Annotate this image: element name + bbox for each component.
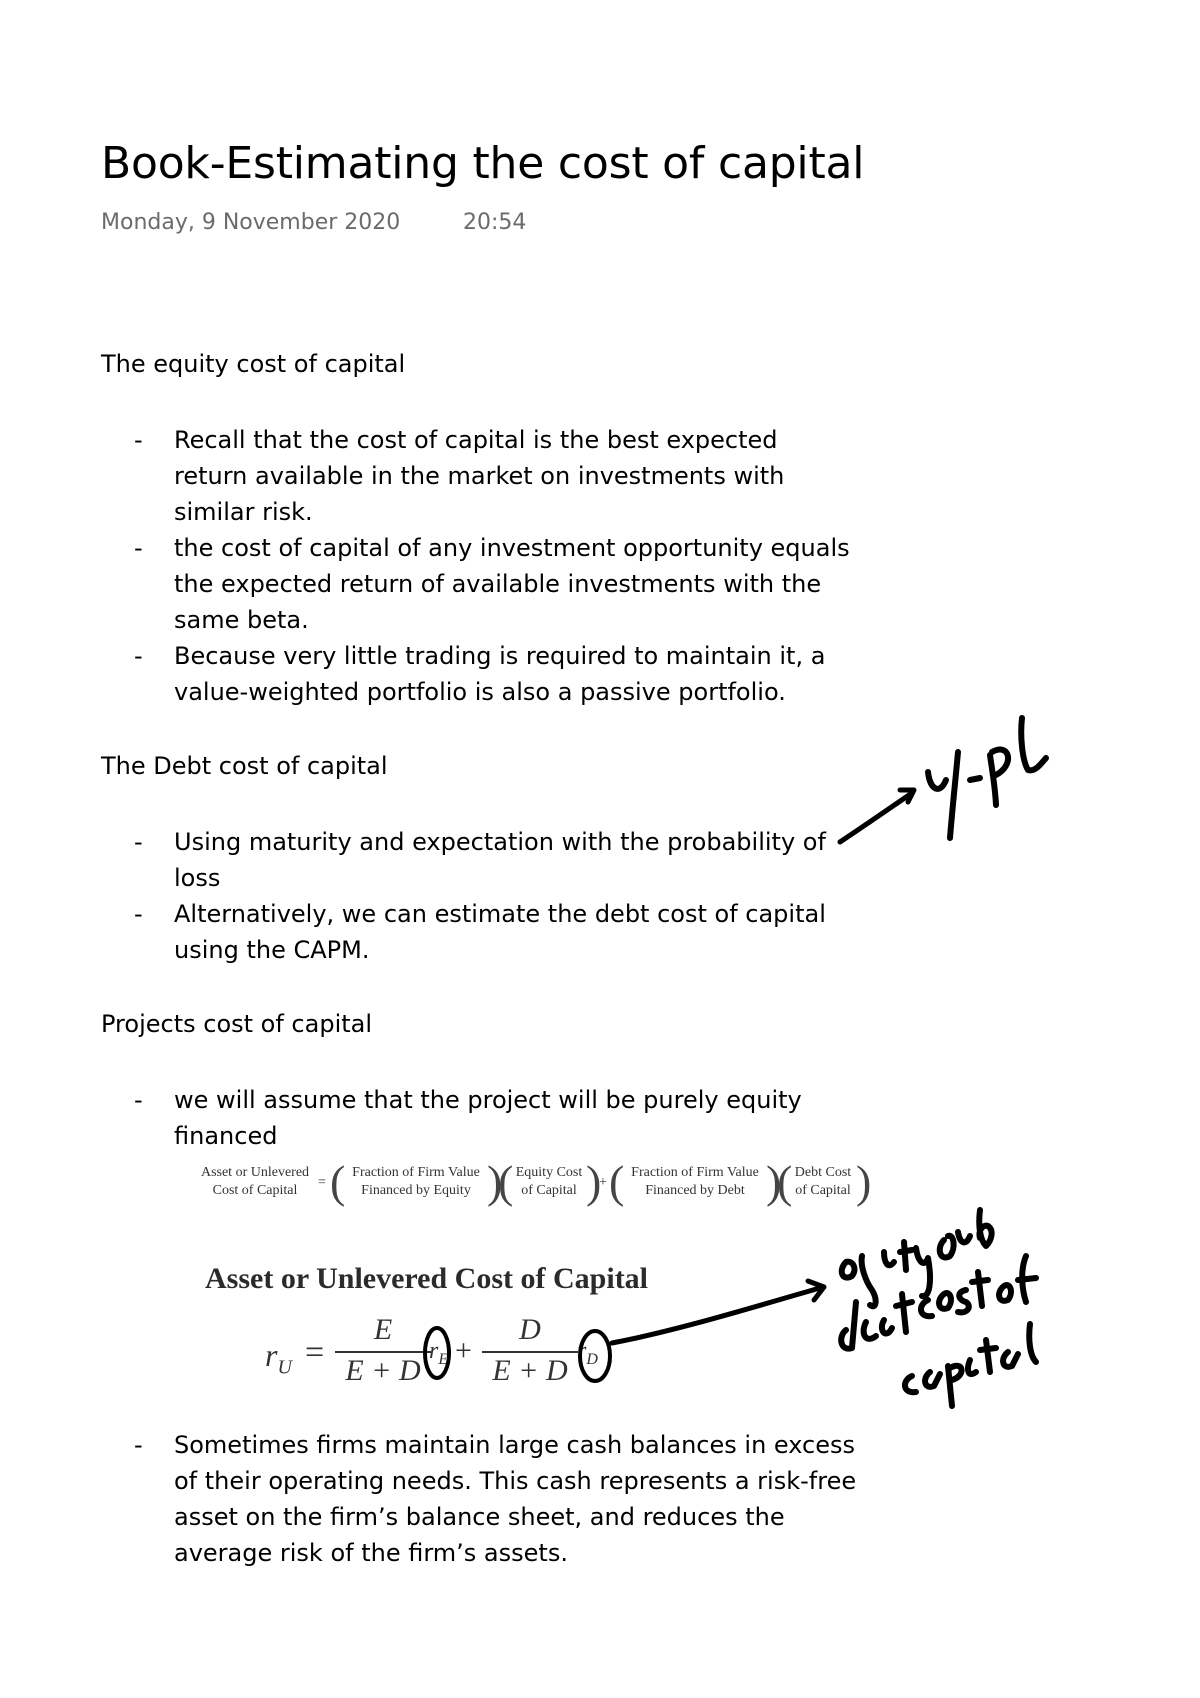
paren-close-icon: ) — [487, 1156, 503, 1207]
formula-big-equals: = — [305, 1334, 325, 1371]
ink-arrow-stroke — [840, 793, 912, 842]
formula-term4-line1: Debt Cost — [794, 1165, 852, 1180]
fraction-debt-numerator: D — [519, 1313, 541, 1346]
page-title: Book-Estimating the cost of capital — [101, 138, 865, 189]
ink-arrow-stroke — [612, 1288, 820, 1343]
ink-note-ypl — [928, 718, 1046, 838]
formula-term1-line1: Fraction of Firm Value — [352, 1165, 480, 1180]
list-item: - Alternatively, we can estimate the debt cost of capital using the CAPM. — [134, 896, 854, 968]
paren-open-icon: ( — [609, 1156, 625, 1207]
fraction-debt-denominator: E + D — [482, 1351, 578, 1389]
list-item: - Because very little trading is required to maintain it, a value-weighted portfolio is also a passive portfolio. — [134, 638, 854, 710]
formula-re-symbol: r — [429, 1338, 439, 1364]
paren-close-icon: ) — [586, 1156, 602, 1207]
formula-rd-sub: D — [586, 1350, 598, 1368]
formula-lhs-line1: Asset or Unlevered — [200, 1165, 310, 1180]
section-heading-debt: The Debt cost of capital — [101, 752, 388, 780]
formula-big-plus: + — [455, 1334, 472, 1367]
formula-term3-line2: Financed by Debt — [645, 1183, 745, 1198]
list-item: - the cost of capital of any investment opportunity equals the expected return of available investments with the same beta. — [134, 530, 854, 638]
formula-term3-line1: Fraction of Firm Value — [631, 1165, 759, 1180]
paren-close-icon: ) — [766, 1156, 782, 1207]
formula-term2-line2: of Capital — [521, 1183, 577, 1198]
paren-open-icon: ( — [777, 1156, 793, 1207]
formula-ru-symbol: r — [265, 1337, 278, 1373]
page-time: 20:54 — [463, 210, 527, 235]
fraction-equity-denominator: E + D — [335, 1351, 431, 1389]
page-date: Monday, 9 November 2020 — [101, 210, 401, 235]
section-heading-equity: The equity cost of capital — [101, 350, 406, 378]
list-item: - we will assume that the project will be purely equity financed — [134, 1082, 854, 1154]
fraction-equity-numerator: E — [373, 1313, 393, 1346]
formula-plus: + — [599, 1175, 607, 1190]
formula-re-sub: E — [438, 1350, 449, 1368]
formula-rd-symbol: r — [577, 1338, 587, 1364]
paren-open-icon: ( — [498, 1156, 514, 1207]
ink-circle-re-icon — [425, 1328, 449, 1378]
list-item: - Sometimes firms maintain large cash balances in excess of their operating needs. This cash represents a risk-free asset on the firm’s balance sheet, and reduces the average risk of the firm’s assets. — [134, 1427, 874, 1571]
list-item: - Using maturity and expectation with the probability of loss — [134, 824, 854, 896]
formula-equals: = — [318, 1175, 326, 1190]
section-heading-projects: Projects cost of capital — [101, 1010, 373, 1038]
paren-open-icon: ( — [330, 1156, 346, 1207]
formula-lhs-line2: Cost of Capital — [212, 1183, 298, 1198]
paren-close-icon: ) — [856, 1156, 872, 1207]
formula-ru-sub: U — [277, 1356, 292, 1379]
formula-term4-line2: of Capital — [795, 1183, 851, 1198]
formula-term2-line1: Equity Cost — [515, 1165, 583, 1180]
ink-note-equity-debt — [841, 1210, 1036, 1406]
formula-big-heading: Asset or Unlevered Cost of Capital — [205, 1262, 649, 1295]
formula-term1-line2: Financed by Equity — [361, 1183, 471, 1198]
ink-circle-rd-icon — [580, 1331, 610, 1381]
list-item: - Recall that the cost of capital is the best expected return available in the market on investments with similar risk. — [134, 422, 854, 530]
